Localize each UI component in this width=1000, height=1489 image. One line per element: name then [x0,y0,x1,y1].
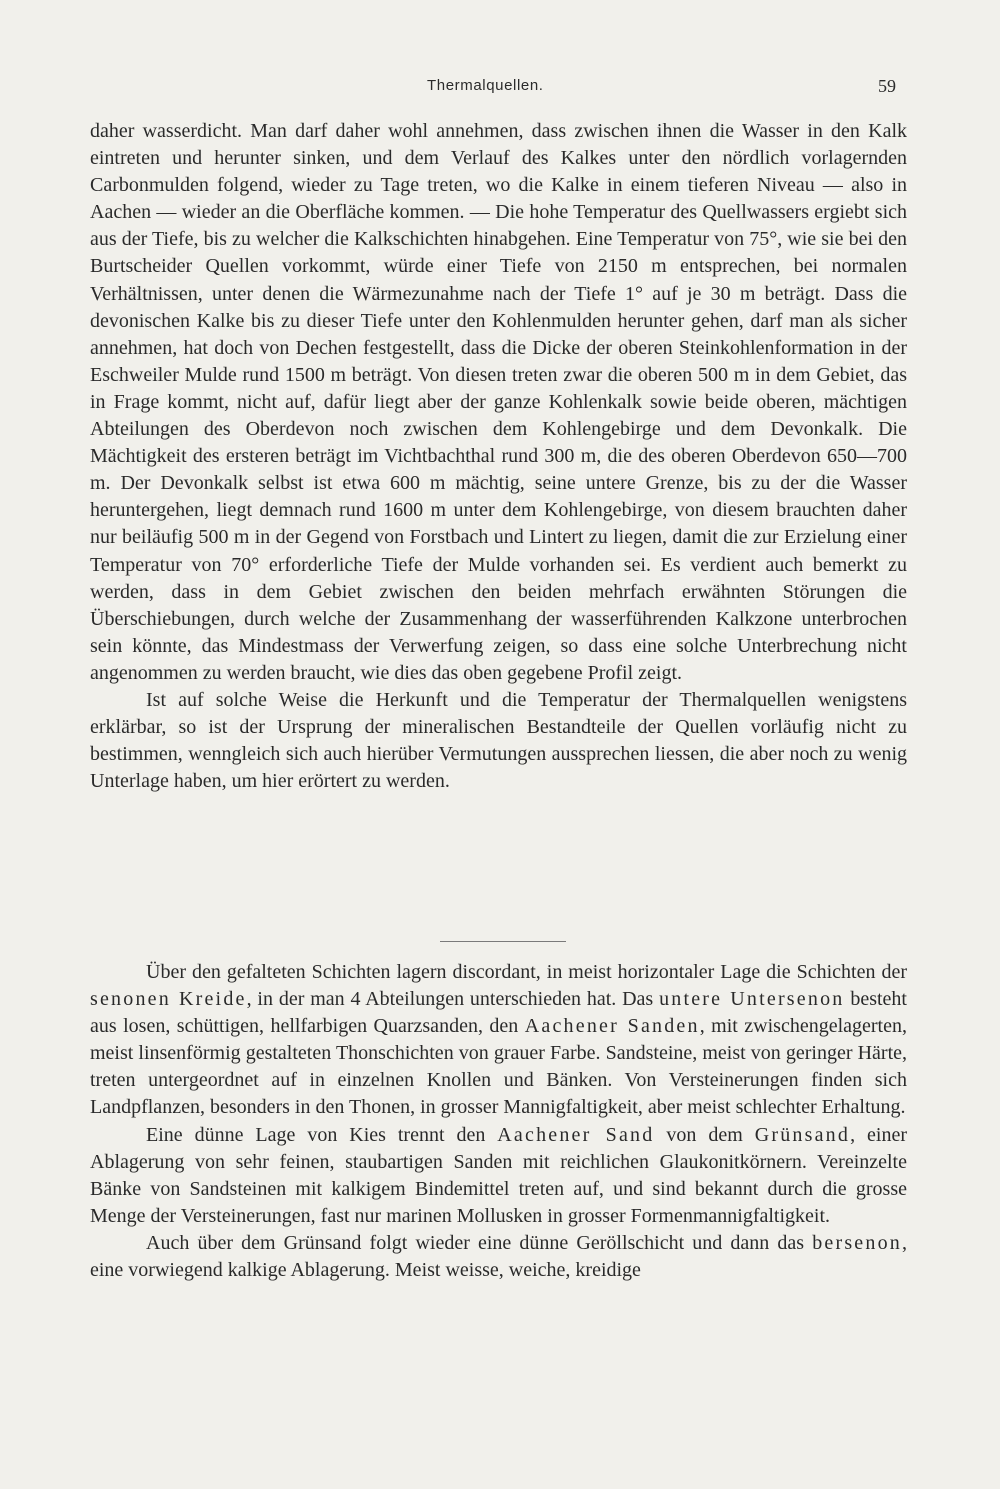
text-run: von dem [654,1123,755,1146]
text-run: besteht aus losen, schüttigen, hellfarbigen Quarzsanden, den [90,988,907,1038]
paragraph: daher wasserdicht. Man darf daher wohl annehmen, dass zwischen ihnen die Wasser in den Kalk eintreten und herunter sinken, und dem Verlauf des Kalkes unter den nördlich vorlagernden Carbonmulden folgend, wieder zu Tage treten, wo die Kalke in einem tieferen Niveau — also in Aachen — wieder an die Oberfläche kommen. — Die hohe Temperatur des Quellwassers ergiebt sich aus der Tiefe, bis zu welcher die Kalkschichten hinabgehen. Eine Temperatur von 75°, wie sie bei den Burtscheider Quellen vorkommt, würde einer Tiefe von 2150 m entsprechen, bei normalen Verhältnissen, unter denen die Wärmezunahme nach der Tiefe 1° auf je 30 m beträgt. Dass die devonischen Kalke bis zu dieser Tiefe unter den Kohlenmulden herunter gehen, darf man als sicher annehmen, hat doch von Dechen festgestellt, dass die Dicke der oberen Steinkohlenformation in der Eschweiler Mulde rund 1500 m beträgt. Von diesen treten zwar die oberen 500 m in dem Gebiet, das in Frage kommt, nicht auf, dafür liegt aber der ganze Kohlenkalk sowie beide oberen, mächtigen Abteilungen des Oberdevon noch zwischen dem Kohlengebirge und dem Devonkalk. Die Mächtigkeit des ersteren beträgt im Vichtbachthal rund 300 m, die des oberen Oberdevon 650—700 m. Der Devonkalk selbst ist etwa 600 m mächtig, seine untere Grenze, bis zu der die Wasser heruntergehen, liegt demnach rund 1600 m unter dem Kohlengebirge, von diesem brauchten daher nur beiläufig 500 m in der Gegend von Forstbach und Lintert zu liegen, damit die zur Erzielung einer Temperatur von 70° erforderliche Tiefe der Mulde vorhanden sei. Es verdient auch bemerkt zu werden, dass in dem Gebiet zwischen den beiden mehrfach erwähnten Störungen die Überschiebungen, durch welche der Zusammenhang der wasserführenden Kalkzone unterbrochen sein könnte, das Mindestmass der Verwerfung zeigen, so dass eine solche Unterbrechung nicht angenommen zu werden braucht, wie dies das oben gegebene Profil zeigt. [90,120,907,684]
spaced-term: bersenon [812,1231,902,1254]
paragraph [90,959,907,1122]
paragraph: Ist auf solche Weise die Herkunft und die Temperatur der Thermalquellen wenigstens erklärbar, so ist der Ursprung der mineralischen Bestandteile der Quellen vorläufig nicht zu bestimmen, wenngleich sich auch hierüber Vermutungen aussprechen liessen, die aber noch zu wenig Unterlage haben, um hier erörtert zu werden. [90,688,907,793]
text-run: Über den gefalteten Schichten lagern discordant, in meist horizontaler Lage die Schichten der [146,961,907,983]
spaced-term: Grünsand [754,1123,851,1146]
text-run: Auch über dem Grünsand folgt wieder eine dünne Geröllschicht und dann das [146,1231,813,1254]
page-header [0,73,1000,103]
spaced-term: senonen Kreide [90,988,247,1011]
spaced-term: Aachener Sanden [524,1015,700,1038]
section-divider [440,941,566,942]
paragraph [90,1122,907,1230]
text-run: , einer Ablagerung von sehr feinen, staubartigen Sanden mit reichlichen Glaukonitkörnern. Vereinzelte Bänke von Sandsteinen mit kalkigem Bindemittel treten auf, und sind bekannt durch die grosse Menge der Versteinerungen, fast nur marinen Mollusken in grosser Formenmannigfaltigkeit. [90,1123,907,1227]
page-number: 59 [878,76,896,96]
text-run: Eine dünne Lage von Kies trennt den [146,1123,498,1146]
spaced-term: Aachener Sand [497,1123,655,1146]
running-title: Thermalquellen. [427,77,544,94]
text-block-senonian-chalk [90,959,907,1284]
text-block-thermal-springs [90,118,907,795]
spaced-term: untere Untersenon [659,988,845,1011]
paragraph [90,1230,907,1284]
text-run: , eine vorwiegend kalkige Ablagerung. Meist weisse, weiche, kreidige [90,1231,907,1282]
text-run: , mit zwischengelagerten, meist linsenförmig gestalteten Thonschichten von grauer Farbe. Sandsteine, meist von geringer Härte, treten untergeordnet auf in einzelnen Knollen und Bänken. Von Versteinerungen finden sich Landpflanzen, besonders in den Thonen, in grosser Mannigfaltigkeit, aber meist schlechter Erhaltung. [90,1015,907,1119]
text-run: , in der man 4 Abteilungen unterschieden hat. Das [246,988,660,1011]
